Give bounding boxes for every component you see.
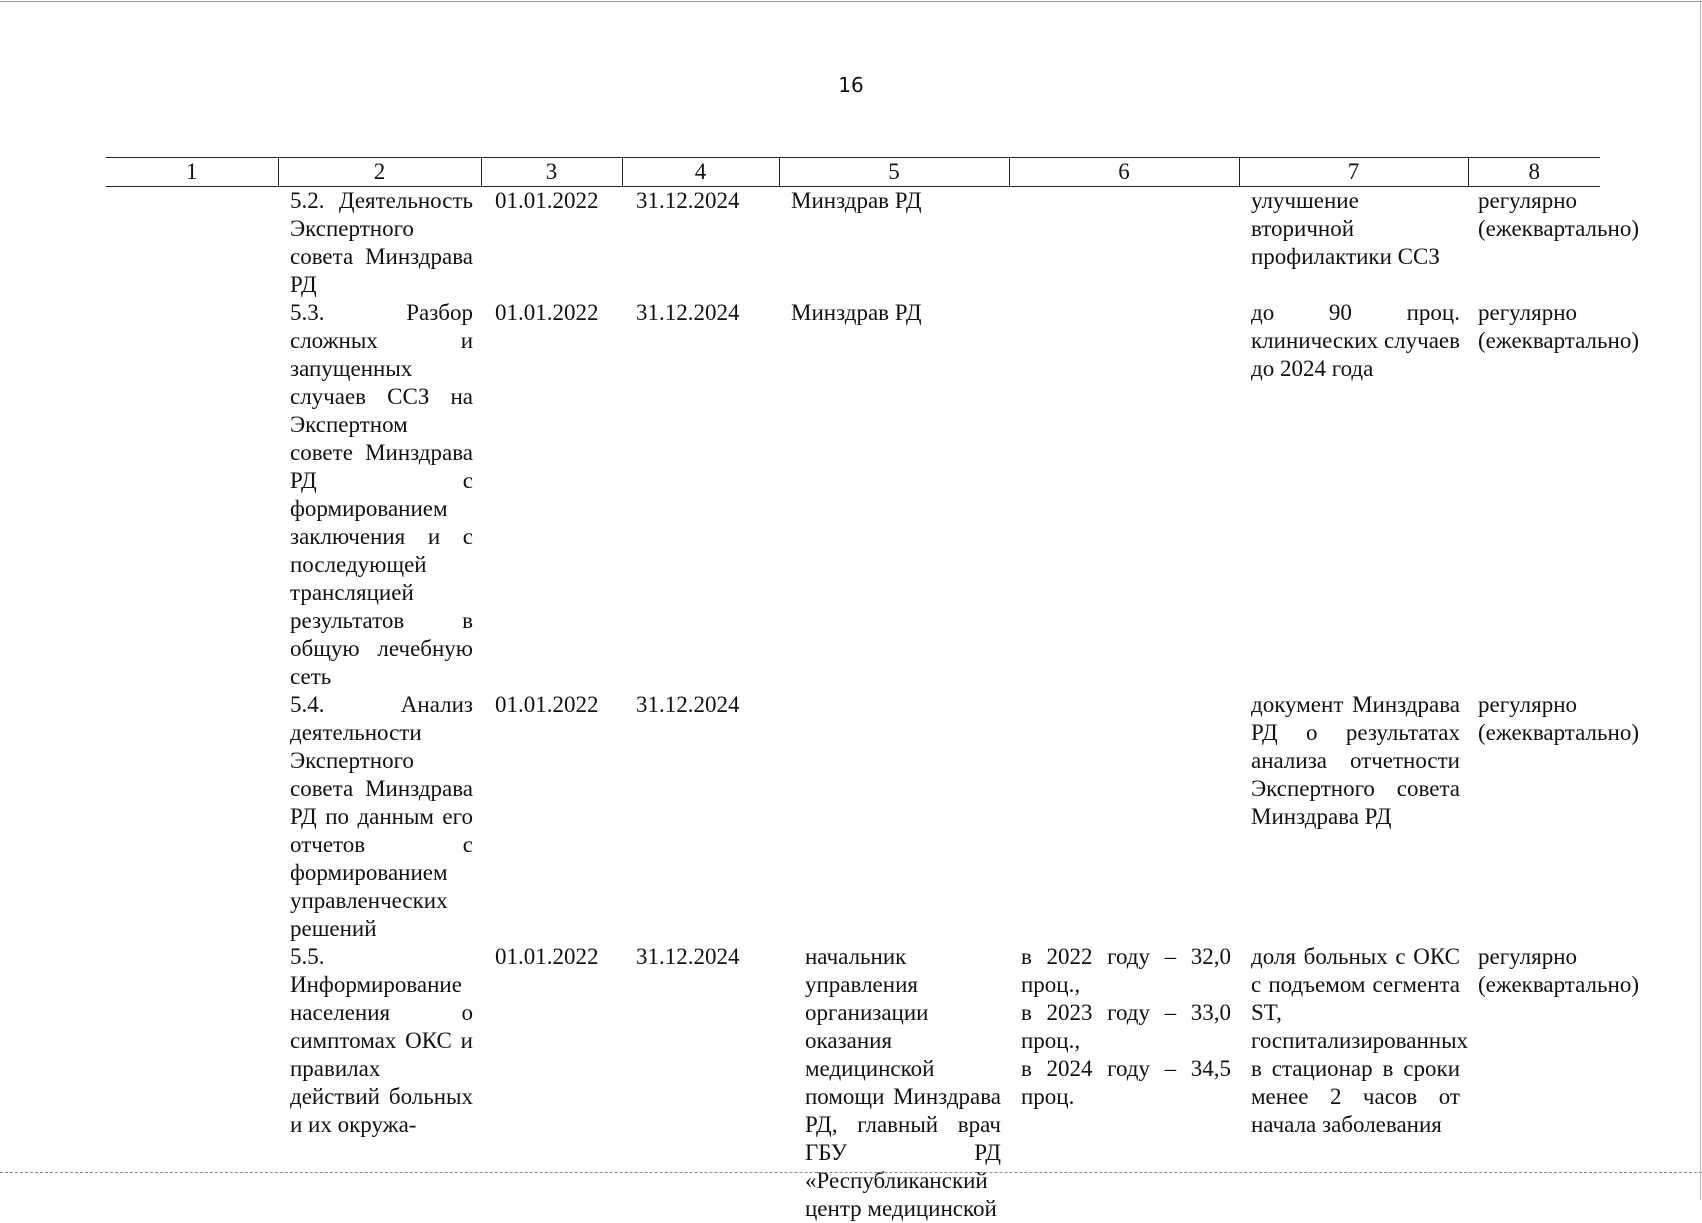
end-date-cell: 31.12.2024 [636, 300, 740, 325]
start-date-cell: 01.01.2022 [495, 188, 599, 213]
row-cell-col1 [106, 299, 278, 691]
activity-name-cell [278, 187, 481, 300]
row-cell-col1 [106, 691, 278, 943]
column-header: 6 [1009, 158, 1239, 187]
periodicity-cell: регулярно (ежеквартально) [1478, 188, 1639, 241]
page-number: 16 [838, 73, 864, 97]
row-cell-col1 [106, 187, 278, 300]
end-date-cell: 31.12.2024 [636, 188, 740, 213]
plan-table [106, 157, 1639, 1223]
result-cell: до 90 проц. клинических случаев до 2024 года [1251, 300, 1460, 381]
periodicity-cell: регулярно (ежеквартально) [1478, 944, 1639, 997]
indicator-values: в 2022 году – 32,0 проц., в 2023 году – 33,0 проц., в 2024 году – 34,5 проц. [1021, 944, 1231, 1109]
indicator-cell [1009, 943, 1239, 1223]
row-cell-col1 [106, 943, 278, 1223]
activity-name-cell [278, 943, 481, 1223]
start-date-cell: 01.01.2022 [495, 300, 599, 325]
table-row [106, 299, 1600, 691]
table-row [106, 691, 1600, 943]
activity-name-cell [278, 299, 481, 691]
responsible-cell: Минздрав РД [791, 188, 922, 213]
column-header: 5 [779, 158, 1009, 187]
column-number-row [106, 158, 1600, 187]
responsible-cell: Минздрав РД [791, 300, 922, 325]
end-date-cell: 31.12.2024 [636, 944, 740, 969]
activity-name: 5.3. Разбор сложных и запущенных случаев ССЗ на Экспертном совете Минздрава РД с формированием заключения и с последующей трансляцией результатов в общую лечебную сеть [290, 300, 473, 689]
responsible-cell [779, 691, 1009, 943]
indicator-cell [1009, 691, 1239, 943]
end-date-cell: 31.12.2024 [636, 692, 740, 717]
scan-edge-top [0, 1, 1702, 2]
table-row [106, 943, 1600, 1223]
column-header: 3 [481, 158, 622, 187]
indicator-cell [1009, 299, 1239, 691]
indicator-cell [1009, 187, 1239, 300]
periodicity-cell: регулярно (ежеквартально) [1478, 300, 1639, 353]
activity-name: 5.4. Анализ деятельности Экспертного совета Минздрава РД по данным его отчетов с формированием управленческих решений [290, 692, 473, 941]
start-date-cell: 01.01.2022 [495, 944, 599, 969]
scan-edge-bottom [0, 1172, 1702, 1173]
result-cell: доля больных с ОКС с подъемом сегмента ST, госпитализированных в стационар в сроки менее 2 часов от начала заболевания [1251, 944, 1469, 1137]
scan-edge-right [1700, 0, 1701, 1200]
activity-name-cell [278, 691, 481, 943]
column-header: 7 [1239, 158, 1468, 187]
periodicity-cell: регулярно (ежеквартально) [1478, 692, 1639, 745]
activity-name: 5.5. Информирование населения о симптомах ОКС и правилах действий больных и их окружа- [290, 944, 473, 1137]
responsible-cell: начальник управления организации оказания медицинской помощи Минздрава РД, главный врач ГБУ РД «Республиканский центр медицинской [805, 944, 1001, 1221]
result-cell: улучшение вторичной профилактики ССЗ [1251, 188, 1440, 269]
column-header: 8 [1468, 158, 1600, 187]
column-header: 2 [278, 158, 481, 187]
start-date-cell: 01.01.2022 [495, 692, 599, 717]
column-header: 1 [106, 158, 278, 187]
result-cell: документ Минздрава РД о результатах анализа отчетности Экспертного совета Минздрава РД [1251, 692, 1460, 829]
column-header: 4 [622, 158, 779, 187]
table-row [106, 187, 1600, 300]
activity-name: 5.2. Деятельность Экспертного совета Минздрава РД [290, 188, 473, 297]
